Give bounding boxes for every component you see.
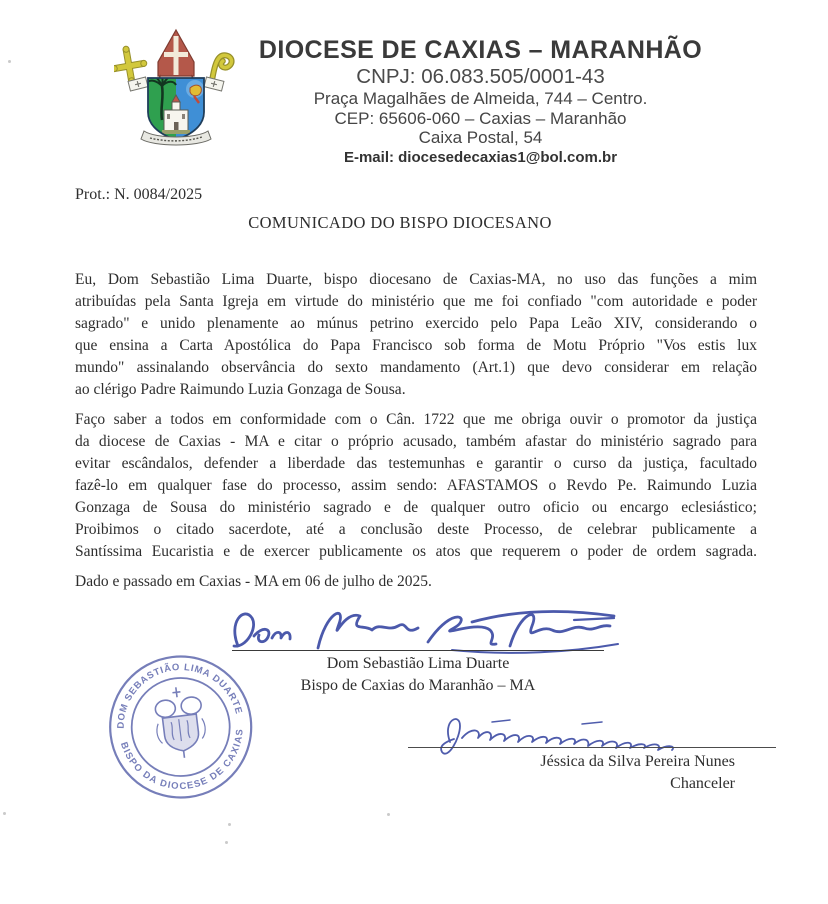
text-line: Eu, Dom Sebastião Lima Duarte, bispo diocesano de Caxias-MA, no uso das funções a mim (75, 271, 757, 288)
text-line: evitar escândalos, defender a liberdade das testemunhas e garantir o curso da justiça, facultado (75, 455, 757, 472)
text-line: fazê-lo em qualquer fase do processo, assim sendo: AFASTAMOS o Revdo Pe. Raimundo Luzia (75, 477, 757, 494)
scan-speck (228, 823, 231, 826)
diocese-crest-icon (114, 26, 238, 153)
paragraph-2 (75, 409, 757, 563)
text-line: Faço saber a todos em conformidade com o Cân. 1722 que me obriga ouvir o promotor da justiça (75, 411, 757, 428)
scan-speck (387, 813, 390, 816)
text-line: Gonzaga de Sousa do ministério sagrado e de qualquer outro oficio ou encargo eclesiástico; (75, 499, 757, 516)
paragraph-1 (75, 269, 757, 401)
bishop-round-stamp (97, 643, 265, 815)
stamp-center-crest (152, 684, 209, 760)
bishop-signature-line (232, 650, 604, 651)
org-cep: CEP: 65606-060 – Caxias – Maranhão (334, 109, 627, 128)
text-line: atribuídas pela Santa Igreja em virtude do ministério que me foi confiado "com autoridade e poder (75, 293, 757, 310)
org-postal-box: Caixa Postal, 54 (418, 128, 543, 147)
text-line: sagrado" e unido plenamente ao múnus petrino exercido pelo Papa Leão XIV, considerando o (75, 315, 757, 332)
text-line: Proibimos o citado sacerdote, até a conclusão deste Processo, de celebrar publicamente a (75, 521, 757, 538)
org-cnpj: CNPJ: 06.083.505/0001-43 (356, 65, 605, 88)
coat-of-arms-graphic (114, 26, 238, 148)
scan-speck (225, 841, 228, 844)
text-line: da diocese de Caxias - MA e citar o próprio acusado, também afastar do ministério sagrado para (75, 433, 757, 450)
bishop-handwritten-signature (222, 602, 622, 663)
chancellor-printed-name: Jéssica da Silva Pereira Nunes (540, 753, 735, 770)
text-line: ao clérigo Padre Raimundo Luzia Gonzaga de Sousa. (75, 381, 406, 398)
text-line: mundo" assinalando observância do sexto mandamento (Art.1) que devo considerar em relação (75, 359, 757, 376)
scan-speck (3, 812, 6, 815)
chancellor-signature-line (408, 747, 776, 748)
org-address: Praça Magalhães de Almeida, 744 – Centro. (313, 89, 648, 108)
text-line: que ensina a Carta Apostólica do Papa Francisco sob forma de Motu Próprio "Vos estis lux (75, 337, 757, 354)
stamp-arc-top-text: DOM SEBASTIÃO LIMA DUARTE (115, 661, 245, 729)
date-place-line: Dado e passado em Caxias - MA em 06 de julho de 2025. (75, 573, 432, 590)
protocol-number: Prot.: N. 0084/2025 (75, 186, 203, 203)
scan-speck (8, 60, 11, 63)
stamp-arc-bottom-text: BISPO DA DIOCESE DE CAXIAS (117, 727, 246, 793)
document-title: COMUNICADO DO BISPO DIOCESANO (248, 213, 552, 232)
text-line: Santíssima Eucaristia e de exercer publicamente os atos que requerem o poder de ordem sagrada. (75, 543, 757, 560)
letterhead-text (248, 36, 713, 168)
bishop-title: Bispo de Caxias do Maranhão – MA (300, 677, 536, 694)
org-email: E-mail: diocesedecaxias1@bol.com.br (343, 149, 618, 166)
chancellor-title: Chanceler (670, 775, 735, 792)
bishop-printed-name: Dom Sebastião Lima Duarte (326, 655, 510, 672)
org-name: DIOCESE DE CAXIAS – MARANHÃO (258, 36, 703, 64)
